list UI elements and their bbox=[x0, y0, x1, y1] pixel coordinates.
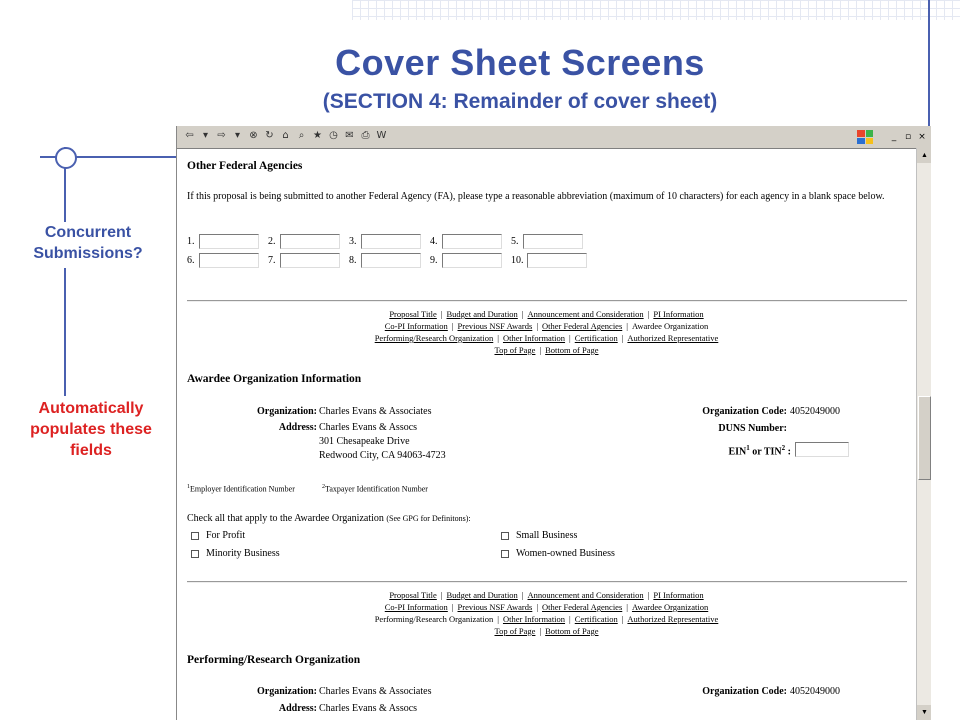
tin-sup: 2 bbox=[781, 444, 786, 452]
agency-label: 1. bbox=[187, 236, 195, 247]
performing-org-label: Organization: bbox=[257, 686, 317, 697]
browser-toolbar bbox=[177, 126, 931, 149]
agency-input[interactable] bbox=[442, 234, 502, 249]
nav-link: Performing/Research Organization bbox=[374, 614, 494, 624]
nav-row bbox=[177, 626, 916, 637]
stop-icon[interactable]: ⇨ bbox=[217, 130, 226, 141]
footnote-tin bbox=[322, 484, 428, 494]
nav-separator: | bbox=[521, 590, 524, 600]
nav-link[interactable]: Authorized Representative bbox=[627, 333, 719, 343]
messenger-icon[interactable]: W bbox=[376, 130, 387, 141]
awardee-code-label: Organization Code: bbox=[702, 406, 787, 417]
nav-separator: | bbox=[440, 309, 443, 319]
nav-separator: | bbox=[647, 309, 650, 319]
nav-link[interactable]: PI Information bbox=[653, 309, 704, 319]
agency-label: 2. bbox=[268, 236, 276, 247]
nav-row bbox=[177, 333, 916, 344]
performing-code-value: 4052049000 bbox=[790, 686, 840, 697]
ein-label: EIN bbox=[728, 446, 747, 458]
page-content bbox=[177, 148, 916, 720]
nav-row bbox=[177, 590, 916, 601]
ofa-heading: Other Federal Agencies bbox=[187, 160, 303, 172]
agency-input[interactable] bbox=[442, 253, 502, 268]
awardee-address-label: Address: bbox=[278, 422, 317, 433]
awardee-address-line: Redwood City, CA 94063-4723 bbox=[319, 450, 446, 461]
nav-separator: | bbox=[569, 333, 571, 343]
awardee-org-label: Organization: bbox=[257, 406, 317, 417]
or-tin-label: or TIN bbox=[752, 446, 782, 458]
agency-label: 6. bbox=[187, 255, 195, 266]
agency-label: 5. bbox=[511, 236, 519, 247]
ein-tin-input[interactable] bbox=[795, 442, 849, 457]
nav-link[interactable]: Previous NSF Awards bbox=[457, 602, 533, 612]
nav-separator: | bbox=[569, 614, 571, 624]
refresh-icon[interactable]: ▾ bbox=[234, 130, 241, 141]
footnote-ein bbox=[187, 484, 295, 494]
agency-input[interactable] bbox=[361, 234, 421, 249]
org-type-checkbox[interactable] bbox=[501, 532, 509, 540]
agency-label: 7. bbox=[268, 255, 276, 266]
nav-link[interactable]: Certification bbox=[574, 614, 618, 624]
print-icon[interactable]: ◷ bbox=[329, 130, 338, 141]
agency-label: 8. bbox=[349, 255, 357, 266]
performing-address-label: Address: bbox=[278, 703, 317, 714]
agency-input[interactable] bbox=[280, 253, 340, 268]
nav-link[interactable]: Awardee Organization bbox=[631, 602, 709, 612]
nav-separator: | bbox=[451, 321, 454, 331]
org-type-label: For Profit bbox=[206, 530, 246, 541]
nav-separator: | bbox=[497, 333, 499, 343]
toolbar-icons bbox=[183, 129, 388, 143]
favorites-icon[interactable]: ⌂ bbox=[282, 130, 289, 141]
nav-link[interactable]: Bottom of Page bbox=[545, 345, 599, 355]
agency-input[interactable] bbox=[523, 234, 583, 249]
check-intro bbox=[187, 512, 471, 525]
slide-decoration-line-lower bbox=[64, 268, 66, 396]
nav-separator: | bbox=[621, 333, 624, 343]
nav-link[interactable]: Bottom of Page bbox=[545, 626, 599, 636]
slide-grid-decoration bbox=[352, 0, 960, 20]
nav-row bbox=[177, 602, 916, 613]
nav-link[interactable]: Announcement and Consideration bbox=[527, 590, 644, 600]
nav-separator: | bbox=[440, 590, 443, 600]
nav-link[interactable]: Previous NSF Awards bbox=[457, 321, 533, 331]
nav-separator: | bbox=[497, 614, 499, 624]
ofa-instructions: If this proposal is being submitted to another Federal Agency (FA), please type a reasonable abbreviation (maximum of 10 characters) for each agency in a blank space below. bbox=[187, 191, 885, 202]
performing-address-value: Charles Evans & Assocs bbox=[319, 703, 418, 714]
nav-separator: | bbox=[451, 602, 454, 612]
nav-separator: | bbox=[539, 345, 542, 355]
history-icon[interactable]: ⌕ bbox=[298, 130, 305, 141]
footnote-ein-text: Employer Identification Number bbox=[190, 484, 295, 494]
callout-concurrent-submissions: Concurrent Submissions? bbox=[14, 222, 162, 264]
nav-link[interactable]: Budget and Duration bbox=[446, 309, 518, 319]
nav-link[interactable]: Other Federal Agencies bbox=[542, 602, 623, 612]
nav-link[interactable]: Co-PI Information bbox=[384, 602, 448, 612]
nav-separator: | bbox=[621, 614, 624, 624]
awardee-address-line: 301 Chesapeake Drive bbox=[319, 436, 410, 447]
performing-heading: Performing/Research Organization bbox=[187, 654, 361, 666]
performing-org-value: Charles Evans & Associates bbox=[319, 686, 432, 697]
ein-tin-label bbox=[647, 444, 791, 457]
duns-label: DUNS Number: bbox=[718, 423, 787, 434]
check-intro-text: Check all that apply to the Awardee Organization bbox=[187, 513, 384, 524]
scroll-down-arrow-icon[interactable]: ▼ bbox=[917, 705, 931, 720]
org-type-checkbox[interactable] bbox=[191, 532, 199, 540]
nav-row bbox=[177, 309, 916, 320]
awardee-org-value: Charles Evans & Associates bbox=[319, 406, 432, 417]
minimize-button[interactable]: _ bbox=[891, 131, 897, 142]
nav-link[interactable]: Top of Page bbox=[494, 345, 536, 355]
search-icon[interactable]: ↻ bbox=[265, 130, 274, 141]
nav-separator: | bbox=[539, 626, 542, 636]
divider bbox=[187, 300, 907, 302]
agency-input[interactable] bbox=[199, 234, 259, 249]
callout-auto-populates: Automatically populates these fields bbox=[14, 398, 168, 461]
maximize-button[interactable]: ▫ bbox=[904, 131, 912, 142]
agency-input[interactable] bbox=[280, 234, 340, 249]
nav-row bbox=[177, 614, 916, 625]
nav-row bbox=[177, 321, 916, 332]
org-type-label: Women-owned Business bbox=[516, 548, 615, 559]
nav-link[interactable]: Authorized Representative bbox=[627, 614, 719, 624]
nav-separator: | bbox=[536, 602, 539, 612]
nav-link[interactable]: Certification bbox=[574, 333, 618, 343]
nav-separator: | bbox=[536, 321, 539, 331]
home-icon[interactable]: ⊗ bbox=[249, 130, 258, 141]
forward-icon[interactable]: ▾ bbox=[202, 130, 209, 141]
browser-window bbox=[176, 126, 931, 720]
nav-link[interactable]: Proposal Title bbox=[389, 590, 437, 600]
org-type-label: Minority Business bbox=[206, 548, 280, 559]
agency-input[interactable] bbox=[199, 253, 259, 268]
nav-link[interactable]: Proposal Title bbox=[389, 309, 437, 319]
footnote-ein-sup: 1 bbox=[187, 484, 190, 490]
check-intro-note: (See GPG for Definitons): bbox=[386, 514, 471, 523]
mail-icon[interactable]: ★ bbox=[313, 130, 322, 141]
divider bbox=[187, 581, 907, 583]
discuss-icon[interactable]: ⎙ bbox=[361, 130, 370, 141]
nav-separator: | bbox=[647, 590, 650, 600]
awardee-code-value: 4052049000 bbox=[790, 406, 840, 417]
nav-link[interactable]: PI Information bbox=[653, 590, 704, 600]
org-type-label: Small Business bbox=[516, 530, 578, 541]
nav-link[interactable]: Budget and Duration bbox=[446, 590, 518, 600]
awardee-address-line: Charles Evans & Assocs bbox=[319, 422, 418, 433]
agency-label: 10. bbox=[511, 255, 524, 266]
slide-subtitle: (SECTION 4: Remainder of cover sheet) bbox=[322, 90, 718, 113]
nav-link[interactable]: Announcement and Consideration bbox=[527, 309, 644, 319]
vertical-scrollbar[interactable] bbox=[916, 148, 931, 720]
slide-title: Cover Sheet Screens bbox=[335, 42, 705, 83]
nav-link[interactable]: Other Federal Agencies bbox=[542, 321, 623, 331]
slide-decoration-circle bbox=[55, 147, 77, 169]
nav-link: Awardee Organization bbox=[631, 321, 709, 331]
back-icon[interactable]: ⇦ bbox=[185, 130, 194, 141]
org-type-checkbox[interactable] bbox=[191, 550, 199, 558]
nav-separator: | bbox=[521, 309, 524, 319]
org-type-checkbox[interactable] bbox=[501, 550, 509, 558]
nav-row bbox=[177, 345, 916, 356]
agency-input[interactable] bbox=[361, 253, 421, 268]
nav-separator: | bbox=[626, 602, 628, 612]
footnote-tin-text: Taxpayer Identification Number bbox=[325, 484, 428, 494]
footnote-tin-sup: 2 bbox=[322, 484, 325, 490]
nav-link[interactable]: Top of Page bbox=[494, 626, 536, 636]
agency-label: 4. bbox=[430, 236, 438, 247]
ein-colon: : bbox=[787, 446, 791, 458]
performing-code-label: Organization Code: bbox=[702, 686, 787, 697]
nav-link[interactable]: Other Information bbox=[502, 333, 566, 343]
scroll-up-arrow-icon[interactable]: ▲ bbox=[917, 148, 931, 163]
nav-link[interactable]: Other Information bbox=[502, 614, 566, 624]
ein-sup: 1 bbox=[746, 444, 750, 452]
agency-label: 9. bbox=[430, 255, 438, 266]
nav-separator: | bbox=[626, 321, 628, 331]
agency-label: 3. bbox=[349, 236, 357, 247]
edit-icon[interactable]: ✉ bbox=[345, 130, 354, 141]
nav-link[interactable]: Co-PI Information bbox=[384, 321, 448, 331]
awardee-heading: Awardee Organization Information bbox=[187, 373, 362, 385]
close-button[interactable]: × bbox=[918, 131, 926, 142]
windows-logo-icon bbox=[857, 130, 873, 144]
scroll-thumb[interactable] bbox=[918, 396, 931, 480]
nav-link[interactable]: Performing/Research Organization bbox=[374, 333, 494, 343]
agency-input[interactable] bbox=[527, 253, 587, 268]
